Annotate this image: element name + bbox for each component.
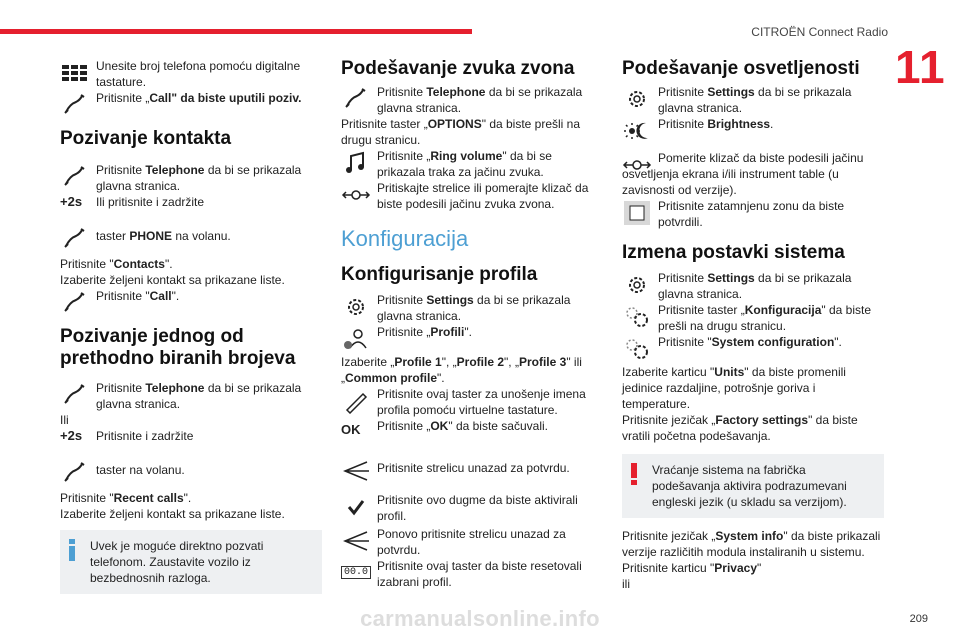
step-reset: 00.0 Pritisnite ovaj taster da biste resetovali izabrani profil. [341, 558, 603, 590]
step-phone-key: taster PHONE na volanu. [60, 224, 322, 256]
step-enter-number: Unesite broj telefona pomoću digitalne tastature. [60, 58, 322, 90]
para-choose-profile: Izaberite „Profile 1", „Profile 2", „Profile 3" ili „Common profile". [341, 355, 582, 385]
warning-note: Vraćanje sistema na fabrička podešavanja aktivira podrazumevani engleski jezik (u skladu sa verzijom). [622, 454, 884, 518]
step-telephone: Pritisnite Telephone da bi se prikazala glavna stranica. [60, 162, 322, 194]
gears-icon [622, 336, 652, 362]
step-profiles: Pritisnite „Profili". [341, 324, 603, 354]
chapter-number: 11 [895, 41, 946, 93]
step-configuration: Pritisnite taster „Konfiguracija" da biste prešli na drugu stranicu. [622, 302, 884, 334]
step-brightness: Pritisnite Brightness. [622, 116, 884, 150]
gear-icon [341, 294, 371, 320]
hold-2s-icon: +2s [60, 428, 83, 443]
step-call: Pritisnite „Call" da biste uputili poziv. [60, 90, 322, 124]
header-title: CITROËN Connect Radio [751, 25, 888, 39]
para-ili: ili [622, 577, 630, 591]
column-3 [622, 58, 884, 592]
step-rename: Pritisnite ovaj taster za unošenje imena profila pomoću virtuelne tastature. [341, 386, 603, 418]
dark-zone-icon [622, 200, 652, 226]
hold-2s-icon: +2s [60, 194, 83, 209]
step-back2: Ponovo pritisnite strelicu unazad za potvrdu. [341, 526, 603, 558]
heading-profiles: Konfigurisanje profila [341, 264, 538, 285]
keypad-icon [60, 60, 90, 86]
music-note-icon [341, 150, 371, 176]
step-ring-volume: Pritisnite „Ring volume" da bi se prikazala traka za jačinu zvuka. [341, 148, 603, 180]
step-ok: OK Pritisnite „OK" da biste sačuvali. [341, 418, 603, 456]
step-back: Pritisnite strelicu unazad za potvrdu. [341, 456, 603, 492]
gears-icon [622, 304, 652, 330]
heading-system-settings: Izmena postavki sistema [622, 242, 845, 263]
step-settings2: Pritisnite Settings da bi se prikazala glavna stranica. [622, 270, 884, 302]
para-recent: Pritisnite "Recent calls". [60, 491, 192, 505]
heading-brightness: Podešavanje osvetljenosti [622, 58, 860, 79]
heading-configuration: Konfiguracija [341, 226, 469, 251]
checkmark-icon [341, 494, 371, 520]
slider-arrows-icon [341, 182, 371, 208]
profile-icon [341, 326, 371, 352]
info-note: Uvek je moguće direktno pozvati telefonom. Zaustavite vozilo iz bezbednosnih razloga. [60, 530, 322, 594]
para-factory: Pritisnite jezičak „Factory settings" da biste vratili početna podešavanja. [622, 413, 858, 443]
step-settings: Pritisnite Settings da bi se prikazala glavna stranica. [341, 292, 603, 324]
back-arrow-icon [341, 458, 371, 484]
step-telephone2: Pritisnite Telephone da bi se prikazala glavna stranica. [60, 380, 322, 412]
phone-icon [60, 164, 90, 190]
step-hold: +2s Ili pritisnite i zadržite [60, 194, 322, 224]
warning-icon [630, 463, 638, 485]
step-telephone: Pritisnite Telephone da bi se prikazala glavna stranica. [341, 84, 603, 116]
heading-recent-calls: Pozivanje jednog od prethodno biranih brojeva [60, 326, 296, 369]
step-slider: Pomerite klizač da biste podesili jačinu osvetljenja ekrana i/ili instrument table (u zavisnosti od verzije). [622, 151, 864, 197]
para-contacts: Pritisnite "Contacts". [60, 257, 173, 271]
para-options: Pritisnite taster „OPTIONS" da biste prešli na drugu stranicu. [341, 117, 581, 147]
step-slider: Pritiskajte strelice ili pomerajte klizač da biste podesili jačinu zvuka zvona. [341, 180, 603, 214]
step-dark-zone: Pritisnite zatamnjenu zonu da biste potvrdili. [622, 198, 884, 232]
step-settings: Pritisnite Settings da bi se prikazala glavna stranica. [622, 84, 884, 116]
para-choose-contact: Izaberite željeni kontakt sa prikazane liste. [60, 273, 285, 287]
para-ili: Ili [60, 413, 69, 427]
column-1 [60, 58, 322, 594]
phone-icon [60, 226, 90, 252]
column-2 [341, 58, 603, 590]
ok-button-icon: OK [341, 422, 361, 437]
step-wheel-key: taster na volanu. [60, 458, 322, 490]
gear-icon [622, 86, 652, 112]
step-hold2: +2s Pritisnite i zadržite [60, 428, 322, 458]
page-number: 209 [909, 613, 928, 625]
watermark: carmanualsonline.info [360, 606, 600, 631]
para-units: Izaberite karticu "Units" da biste promenili jedinice razdaljine, potrošnje goriva i temperature. [622, 365, 846, 411]
phone-icon [60, 460, 90, 486]
reset-button-icon: 00.0 [341, 562, 371, 588]
step-call2: Pritisnite "Call". [60, 288, 322, 318]
pencil-icon [341, 388, 371, 414]
phone-icon [60, 290, 90, 316]
gear-icon [622, 272, 652, 298]
step-system-config: Pritisnite "System configuration". [622, 334, 884, 364]
header-red-bar [0, 29, 472, 34]
phone-icon [60, 382, 90, 408]
phone-icon [60, 92, 90, 118]
heading-call-contact: Pozivanje kontakta [60, 128, 232, 149]
phone-icon [341, 86, 371, 112]
back-arrow-icon [341, 528, 371, 554]
sun-moon-icon [622, 118, 652, 144]
slider-arrows-icon [622, 152, 652, 178]
info-icon [68, 539, 76, 561]
step-activate: Pritisnite ovo dugme da biste aktivirali profil. [341, 492, 603, 526]
para-privacy: Pritisnite karticu "Privacy" [622, 561, 762, 575]
para-choose-contact2: Izaberite željeni kontakt sa prikazane liste. [60, 507, 285, 521]
para-system-info: Pritisnite jezičak „System info" da biste prikazali verzije različitih modula instaliranih u sistemu. [622, 529, 881, 559]
heading-ringtone: Podešavanje zvuka zvona [341, 58, 575, 79]
